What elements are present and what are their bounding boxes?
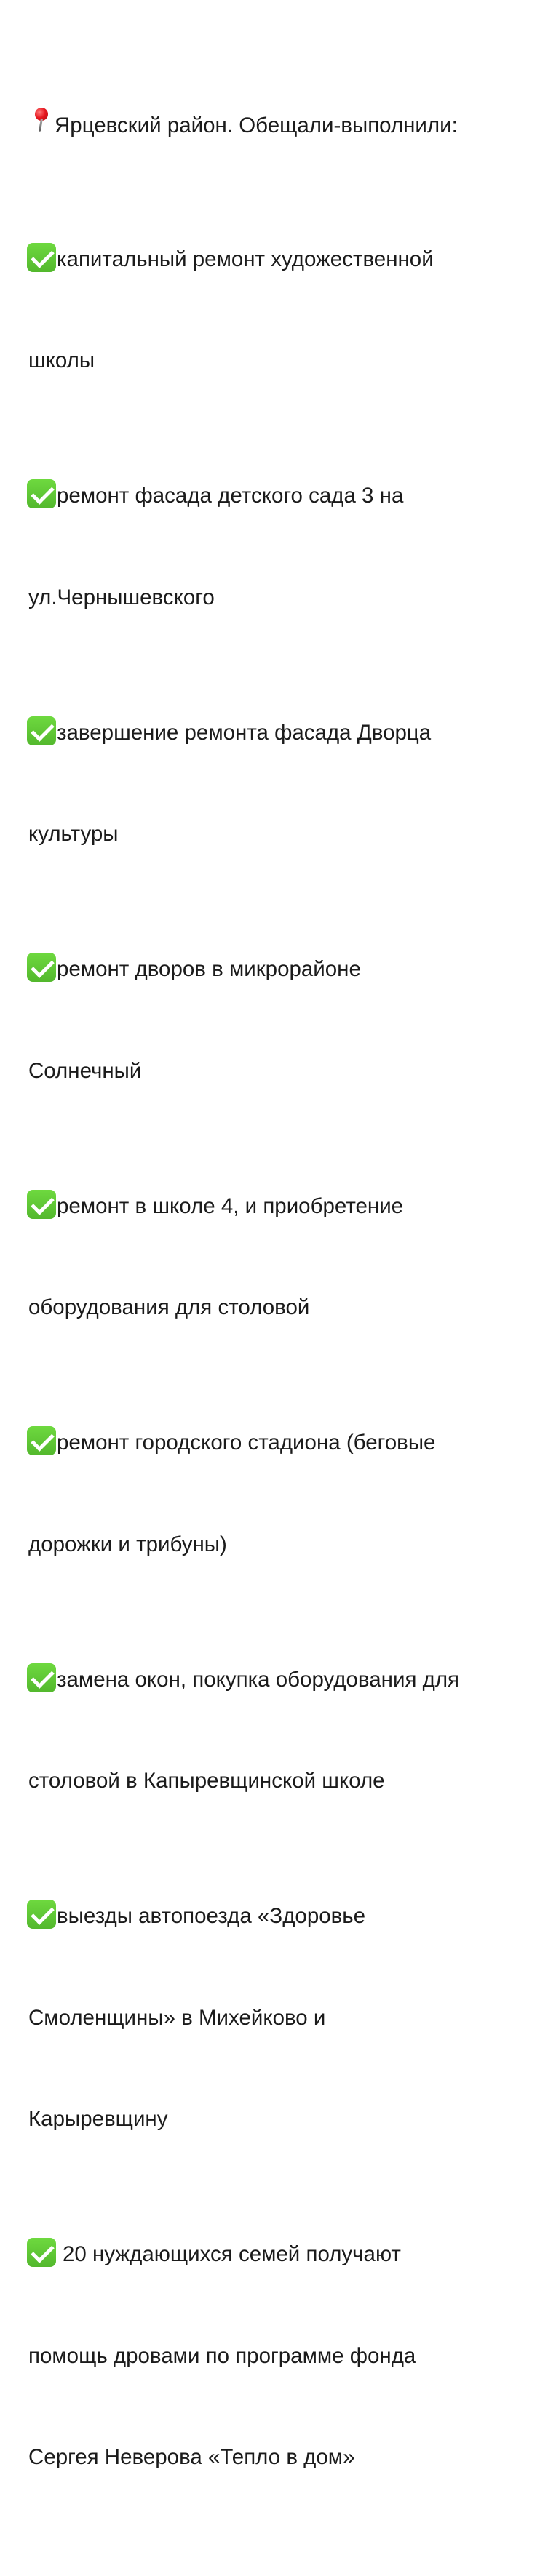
check-item-line — [28, 1190, 538, 1224]
check-item-line — [28, 2001, 538, 2036]
check-mark-button-icon — [27, 716, 56, 745]
check-item-text: дорожки и трибуны) — [28, 1532, 227, 1556]
check-item-line — [28, 1663, 538, 1697]
check-item-text: Смоленщины» в Михейково и — [28, 2005, 326, 2030]
check-mark-button-icon — [27, 1900, 56, 1929]
check-item-line — [28, 243, 538, 277]
check-item-line — [28, 479, 538, 513]
check-item-text: ремонт фасада детского сада 3 на — [57, 484, 404, 508]
check-item-line — [28, 716, 538, 751]
check-item-text: замена окон, покупка оборудования для — [57, 1667, 460, 1692]
check-mark-button-icon — [27, 479, 56, 508]
check-item-text: капитальный ремонт художественной — [57, 247, 434, 271]
check-mark-button-icon — [27, 1190, 56, 1219]
post-heading: Ярцевский район. Обещали-выполнили: — [55, 113, 458, 137]
check-item-text: ремонт в школе 4, и приобретение — [57, 1193, 404, 1218]
check-item-text: ул.Чернышевского — [28, 585, 215, 609]
check-item-text: помощь дровами по программе фонда — [28, 2343, 416, 2368]
check-item-line — [28, 1528, 538, 1562]
check-item-text: столовой в Капыревщинской школе — [28, 1769, 385, 1793]
check-item-text: оборудования для столовой — [28, 1295, 310, 1319]
check-item-text: ремонт городского стадиона (беговые — [57, 1431, 436, 1455]
post-text — [28, 6, 538, 2576]
check-item-line — [28, 2103, 538, 2137]
check-item-line — [28, 2340, 538, 2374]
post-heading-line — [28, 108, 538, 142]
check-item-text: школы — [28, 348, 95, 372]
check-item-text: Солнечный — [28, 1058, 142, 1083]
check-item-text: Сергея Неверова «Тепло в дом» — [28, 2445, 355, 2469]
check-item-text: культуры — [28, 822, 119, 846]
check-item-line — [28, 581, 538, 615]
check-item-text: 20 нуждающихся семей получают — [63, 2242, 401, 2266]
check-item-text: Карыревщину — [28, 2107, 168, 2131]
check-mark-button-icon — [27, 2238, 56, 2267]
check-item-line — [28, 1900, 538, 1934]
check-mark-button-icon — [27, 243, 56, 272]
check-item-line — [28, 1764, 538, 1799]
check-item-line — [28, 817, 538, 852]
check-item-line — [28, 2238, 538, 2272]
check-item-line — [28, 1426, 538, 1460]
check-item-line — [28, 953, 538, 987]
check-item-line — [28, 1291, 538, 1325]
round-pushpin-icon — [32, 108, 54, 137]
check-item-line — [28, 1055, 538, 1089]
check-mark-button-icon — [27, 1663, 56, 1692]
check-item-text: завершение ремонта фасада Дворца — [57, 720, 432, 745]
check-mark-button-icon — [27, 953, 56, 982]
check-item-text: выезды автопоезда «Здоровье — [57, 1904, 366, 1928]
check-item-text: ремонт дворов в микрорайоне — [57, 957, 361, 981]
check-item-line — [28, 2441, 538, 2475]
check-mark-button-icon — [27, 1426, 56, 1455]
check-item-line — [28, 344, 538, 378]
